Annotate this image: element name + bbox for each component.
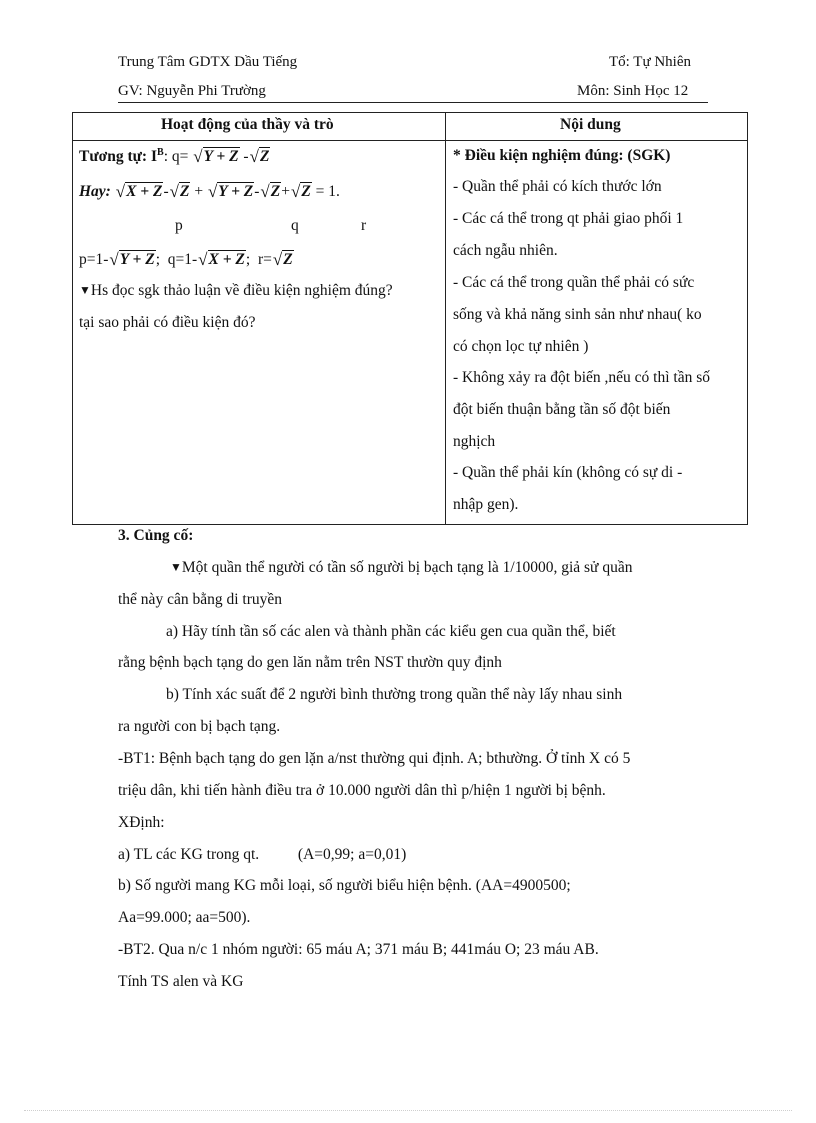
condition-line: đột biến thuận bằng tần số đột biến <box>453 401 671 418</box>
condition-line: - Không xảy ra đột biến ,nếu có thì tần số <box>453 369 710 386</box>
body-line: Tính TS alen và KG <box>118 973 244 990</box>
tuongtu-label: Tương tự: <box>79 148 148 166</box>
header-teacher: GV: Nguyễn Phi Trường <box>118 83 266 99</box>
sqrt-y-plus-z: √Y + Z <box>109 250 155 269</box>
table-header-activities: Hoạt động của thầy và trò <box>161 116 334 133</box>
formula-line-pqr <box>79 250 294 270</box>
minus-sign: - <box>163 183 169 200</box>
section-title: 3. Củng cố: <box>118 527 194 544</box>
sqrt-z: √Z <box>169 182 190 201</box>
p-equals: p=1- <box>79 251 109 268</box>
sqrt-z: √Z <box>260 182 281 201</box>
body-line: b) Số người mang KG mỗi loại, số người biểu hiện bệnh. (AA=4900500; <box>118 877 571 894</box>
q-equals: q=1- <box>167 251 198 268</box>
q-equals: : q= <box>163 148 189 166</box>
sqrt-y-plus-z: √Y + Z <box>207 182 254 201</box>
sqrt-y-plus-z: √Y + Z <box>193 147 239 167</box>
formula-line-tuongtu <box>79 147 270 167</box>
I-superscript: B <box>157 147 164 158</box>
body-line: a) TL các KG trong qt. (A=0,99; a=0,01) <box>118 846 407 863</box>
condition-line: cách ngẫu nhiên. <box>453 242 558 259</box>
body-line: thể này cân bằng di truyền <box>118 591 282 608</box>
sqrt-x-plus-z: √X + Z <box>198 250 245 269</box>
table-header-content: Nội dung <box>560 116 621 133</box>
body-line: rằng bệnh bạch tạng do gen lăn nằm trên NST thườn quy định <box>118 654 502 671</box>
table-column-divider <box>445 113 446 524</box>
hay-label: Hay: <box>79 183 111 200</box>
equals-one: = 1. <box>315 183 340 200</box>
body-line: a) Hãy tính tần số các alen và thành phần các kiểu gen cua quần thể, biết <box>166 623 616 640</box>
discussion-question-1: ▼Hs đọc sgk thảo luận về điều kiện nghiệm đúng? <box>79 282 393 299</box>
condition-line: có chọn lọc tự nhiên ) <box>453 338 589 355</box>
body-line: ▼Một quần thể người có tần số người bị bạch tạng là 1/10000, giả sử quần <box>170 559 633 576</box>
header-group: Tổ: Tự Nhiên <box>609 54 692 70</box>
body-line: XĐịnh: <box>118 814 165 831</box>
semicolon: ; <box>245 251 251 268</box>
triangle-bullet-icon: ▼ <box>79 283 91 297</box>
body-line: Aa=99.000; aa=500). <box>118 909 251 926</box>
triangle-bullet-icon: ▼ <box>170 560 182 574</box>
header-school: Trung Tâm GDTX Dầu Tiếng <box>118 54 298 70</box>
header-rule <box>118 102 708 103</box>
body-line: -BT2. Qua n/c 1 nhóm người: 65 máu A; 371 máu B; 441máu O; 23 máu AB. <box>118 941 599 958</box>
condition-line: nghịch <box>453 433 496 450</box>
semicolon: ; <box>155 251 161 268</box>
label-q: q <box>291 217 299 234</box>
page-bottom-divider <box>24 1110 792 1111</box>
sqrt-x-plus-z: √X + Z <box>115 182 163 201</box>
minus-sign: - <box>243 148 249 166</box>
condition-line: - Quần thể phải có kích thước lớn <box>453 178 662 195</box>
body-line: -BT1: Bệnh bạch tạng do gen lặn a/nst thường qui định. A; bthường. Ở tỉnh X có 5 <box>118 750 631 767</box>
body-line: triệu dân, khi tiến hành điều tra ở 10.000 người dân thì p/hiện 1 người bị bệnh. <box>118 782 606 799</box>
condition-line: - Quần thể phải kín (không có sự di - <box>453 464 683 481</box>
sqrt-z: √Z <box>249 147 270 167</box>
table-header-divider <box>73 140 747 141</box>
discussion-question-2: tại sao phải có điều kiện đó? <box>79 314 256 331</box>
condition-line: nhập gen). <box>453 496 519 513</box>
header-subject: Môn: Sinh Học 12 <box>577 83 689 99</box>
content-table <box>72 112 748 525</box>
condition-line: sống và khả năng sinh sản như nhau( ko <box>453 306 702 323</box>
condition-line: - Các cá thể trong qt phải giao phối 1 <box>453 210 684 227</box>
I-label: I <box>150 148 158 166</box>
condition-line: - Các cá thể trong quần thể phải có sức <box>453 274 695 291</box>
plus-sign: + <box>194 183 204 200</box>
sqrt-z: √Z <box>290 182 311 201</box>
minus-sign: - <box>254 183 260 200</box>
sqrt-z: √Z <box>272 250 293 269</box>
label-r: r <box>361 217 367 234</box>
r-equals: r= <box>257 251 272 268</box>
plus-sign: + <box>281 183 290 200</box>
conditions-title: * Điều kiện nghiệm đúng: (SGK) <box>453 147 671 164</box>
formula-line-hay <box>79 182 340 202</box>
label-p: p <box>175 217 183 234</box>
body-line: b) Tính xác suất để 2 người bình thường trong quần thể này lấy nhau sinh <box>166 686 623 703</box>
body-line: ra người con bị bạch tạng. <box>118 718 281 735</box>
